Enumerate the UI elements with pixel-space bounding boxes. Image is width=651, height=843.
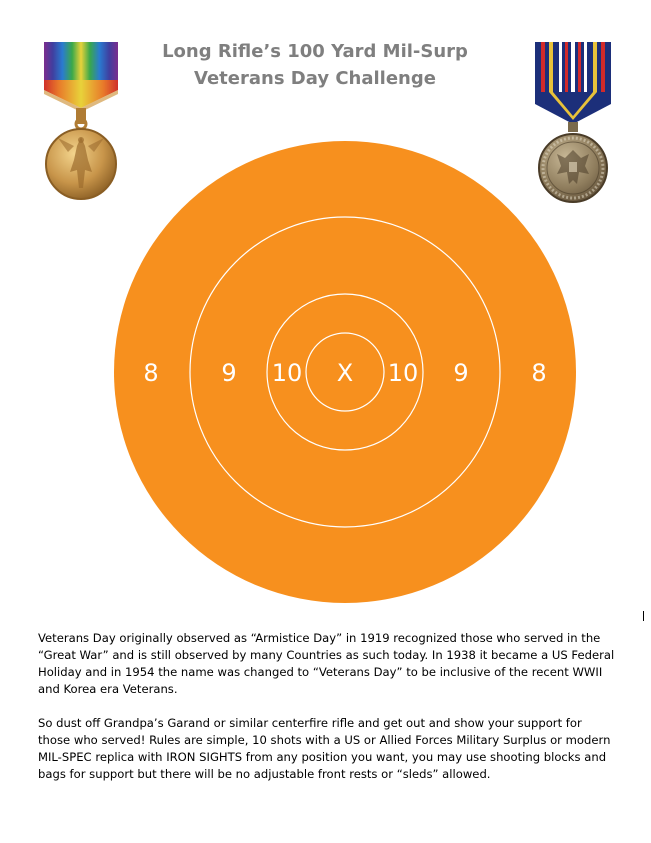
label-10-left: 10 [271, 359, 303, 387]
label-9-right: 9 [453, 359, 469, 387]
edge-mark [643, 611, 644, 621]
label-x-center: X [336, 359, 354, 387]
label-8-left: 8 [143, 359, 159, 387]
target-face [112, 139, 578, 605]
label-10-right: 10 [387, 359, 419, 387]
page-title [130, 38, 500, 92]
title-line-1: Long Rifle’s 100 Yard Mil-Surp [162, 41, 468, 62]
rules-text [38, 630, 616, 800]
label-9-left: 9 [221, 359, 237, 387]
victory-medal-icon [44, 42, 118, 202]
label-8-right: 8 [531, 359, 547, 387]
rules-paragraph: So dust off Grandpa’s Garand or similar centerfire rifle and get out and show your support for those who served! Rules are simple, 10 shots with a US or Allied Forces Military Surplus or modern MIL-SPEC replica with IRON SIGHTS from any position you want, you may use shooting blocks and bags for support but there will be no adjustable front rests or “sleds” allowed. [38, 716, 611, 781]
title-line-2: Veterans Day Challenge [194, 68, 436, 89]
history-paragraph: Veterans Day originally observed as “Armistice Day” in 1919 recognized those who served in the “Great War” and is still observed by many Countries as such today. In 1938 it became a US Federal Holiday and in 1954 the name was changed to “Veterans Day” to be inclusive of the recent WWII and Korea era Veterans. [38, 631, 615, 696]
